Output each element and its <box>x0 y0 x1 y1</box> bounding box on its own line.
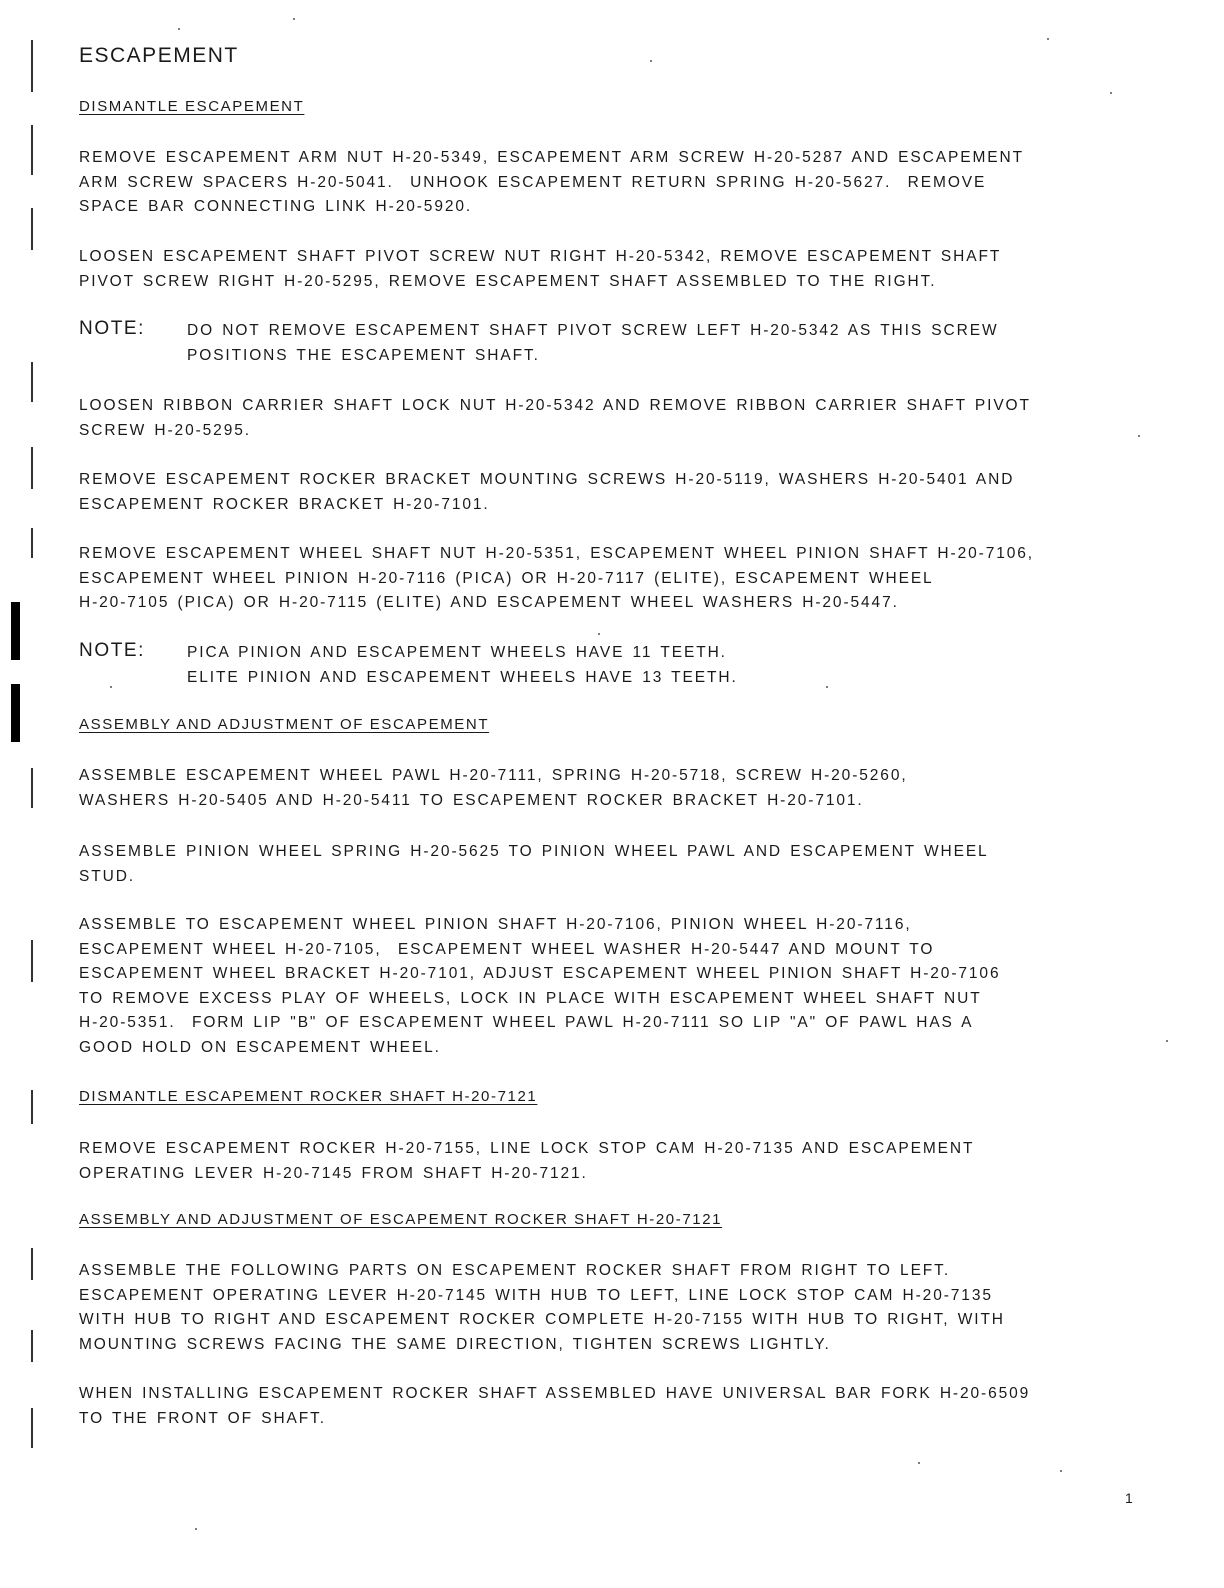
paragraph: ASSEMBLE PINION WHEEL SPRING H-20-5625 TO PINION WHEEL PAWL AND ESCAPEMENT WHEEL STUD. <box>79 843 989 885</box>
speck <box>195 1528 197 1530</box>
margin-mark <box>31 362 33 402</box>
speck <box>1047 38 1049 40</box>
heading-assembly-rocker-shaft: ASSEMBLY AND ADJUSTMENT OF ESCAPEMENT ROCKER SHAFT H-20-7121 <box>79 1211 723 1228</box>
heading-dismantle-escapement: DISMANTLE ESCAPEMENT <box>79 98 305 115</box>
speck <box>1060 1470 1062 1472</box>
margin-mark <box>31 208 33 250</box>
margin-mark <box>31 768 33 808</box>
paragraph: ASSEMBLE THE FOLLOWING PARTS ON ESCAPEMENT ROCKER SHAFT FROM RIGHT TO LEFT. ESCAPEMENT OPERATING LEVER H-20-7145 WITH HUB TO LEFT, LINE LOCK STOP CAM H-20-7135 WITH HUB TO RIGHT AND ESCAPEMENT ROCKER COMPLETE H-20-7155 WITH HUB TO RIGHT, WITH MOUNTING SCREWS FACING THE SAME DIRECTION, TIGHTEN SCREWS LIGHTLY. <box>79 1262 1005 1353</box>
note-label: NOTE: <box>79 640 146 661</box>
paragraph: WHEN INSTALLING ESCAPEMENT ROCKER SHAFT ASSEMBLED HAVE UNIVERSAL BAR FORK H-20-6509 TO THE FRONT OF SHAFT. <box>79 1385 1031 1427</box>
margin-mark <box>31 940 33 982</box>
paragraph: ASSEMBLE ESCAPEMENT WHEEL PAWL H-20-7111, SPRING H-20-5718, SCREW H-20-5260, WASHERS H-20-5405 AND H-20-5411 TO ESCAPEMENT ROCKER BRACKET H-20-7101. <box>79 767 908 809</box>
margin-mark <box>31 1330 33 1362</box>
margin-mark <box>31 528 33 558</box>
note-text: DO NOT REMOVE ESCAPEMENT SHAFT PIVOT SCREW LEFT H-20-5342 AS THIS SCREW POSITIONS THE ESCAPEMENT SHAFT. <box>187 322 999 364</box>
paragraph: REMOVE ESCAPEMENT ROCKER BRACKET MOUNTING SCREWS H-20-5119, WASHERS H-20-5401 AND ESCAPEMENT ROCKER BRACKET H-20-7101. <box>79 471 1015 513</box>
speck <box>293 18 295 20</box>
paragraph: REMOVE ESCAPEMENT ROCKER H-20-7155, LINE LOCK STOP CAM H-20-7135 AND ESCAPEMENT OPERATING LEVER H-20-7145 FROM SHAFT H-20-7121. <box>79 1140 975 1182</box>
heading-dismantle-rocker-shaft: DISMANTLE ESCAPEMENT ROCKER SHAFT H-20-7121 <box>79 1088 538 1105</box>
paragraph: REMOVE ESCAPEMENT WHEEL SHAFT NUT H-20-5351, ESCAPEMENT WHEEL PINION SHAFT H-20-7106, ESCAPEMENT WHEEL PINION H-20-7116 (PICA) OR H-20-7117 (ELITE), ESCAPEMENT WHEEL H-20-7105 (PICA) OR H-20-7115 (ELITE) AND ESCAPEMENT WHEEL WASHERS H-20-5447. <box>79 545 1034 611</box>
speck <box>650 60 652 62</box>
margin-mark <box>31 40 33 92</box>
speck <box>598 633 600 635</box>
change-bar <box>11 602 20 660</box>
margin-mark <box>31 1408 33 1448</box>
speck <box>1110 92 1112 94</box>
paragraph: LOOSEN RIBBON CARRIER SHAFT LOCK NUT H-20-5342 AND REMOVE RIBBON CARRIER SHAFT PIVOT SCREW H-20-5295. <box>79 397 1031 439</box>
heading-assembly-escapement: ASSEMBLY AND ADJUSTMENT OF ESCAPEMENT <box>79 716 490 733</box>
margin-mark <box>31 447 33 489</box>
margin-mark <box>31 125 33 175</box>
change-bar <box>11 684 20 742</box>
paragraph: REMOVE ESCAPEMENT ARM NUT H-20-5349, ESCAPEMENT ARM SCREW H-20-5287 AND ESCAPEMENT ARM SCREW SPACERS H-20-5041. UNHOOK ESCAPEMENT RETURN SPRING H-20-5627. REMOVE SPACE BAR CONNECTING LINK H-20-5920. <box>79 149 1024 215</box>
speck <box>1138 435 1140 437</box>
page-title: ESCAPEMENT <box>79 44 239 67</box>
margin-mark <box>31 1248 33 1280</box>
page-number: 1 <box>1125 1490 1133 1506</box>
speck <box>918 1462 920 1464</box>
speck <box>110 686 112 688</box>
note-text: PICA PINION AND ESCAPEMENT WHEELS HAVE 11 TEETH. ELITE PINION AND ESCAPEMENT WHEELS HAVE 13 TEETH. <box>187 644 738 686</box>
speck <box>1166 1040 1168 1042</box>
paragraph: LOOSEN ESCAPEMENT SHAFT PIVOT SCREW NUT RIGHT H-20-5342, REMOVE ESCAPEMENT SHAFT PIVOT SCREW RIGHT H-20-5295, REMOVE ESCAPEMENT SHAFT ASSEMBLED TO THE RIGHT. <box>79 248 1002 290</box>
speck <box>826 686 828 688</box>
speck <box>178 28 180 30</box>
margin-mark <box>31 1090 33 1124</box>
note-label: NOTE: <box>79 318 146 339</box>
paragraph: ASSEMBLE TO ESCAPEMENT WHEEL PINION SHAFT H-20-7106, PINION WHEEL H-20-7116, ESCAPEMENT WHEEL H-20-7105, ESCAPEMENT WHEEL WASHER H-20-5447 AND MOUNT TO ESCAPEMENT WHEEL BRACKET H-20-7101, ADJUST ESCAPEMENT WHEEL PINION SHAFT H-20-7106 TO REMOVE EXCESS PLAY OF WHEELS, LOCK IN PLACE WITH ESCAPEMENT WHEEL SHAFT NUT H-20-5351. FORM LIP "B" OF ESCAPEMENT WHEEL PAWL H-20-7111 SO LIP "A" OF PAWL HAS A GOOD HOLD ON ESCAPEMENT WHEEL. <box>79 916 1001 1056</box>
